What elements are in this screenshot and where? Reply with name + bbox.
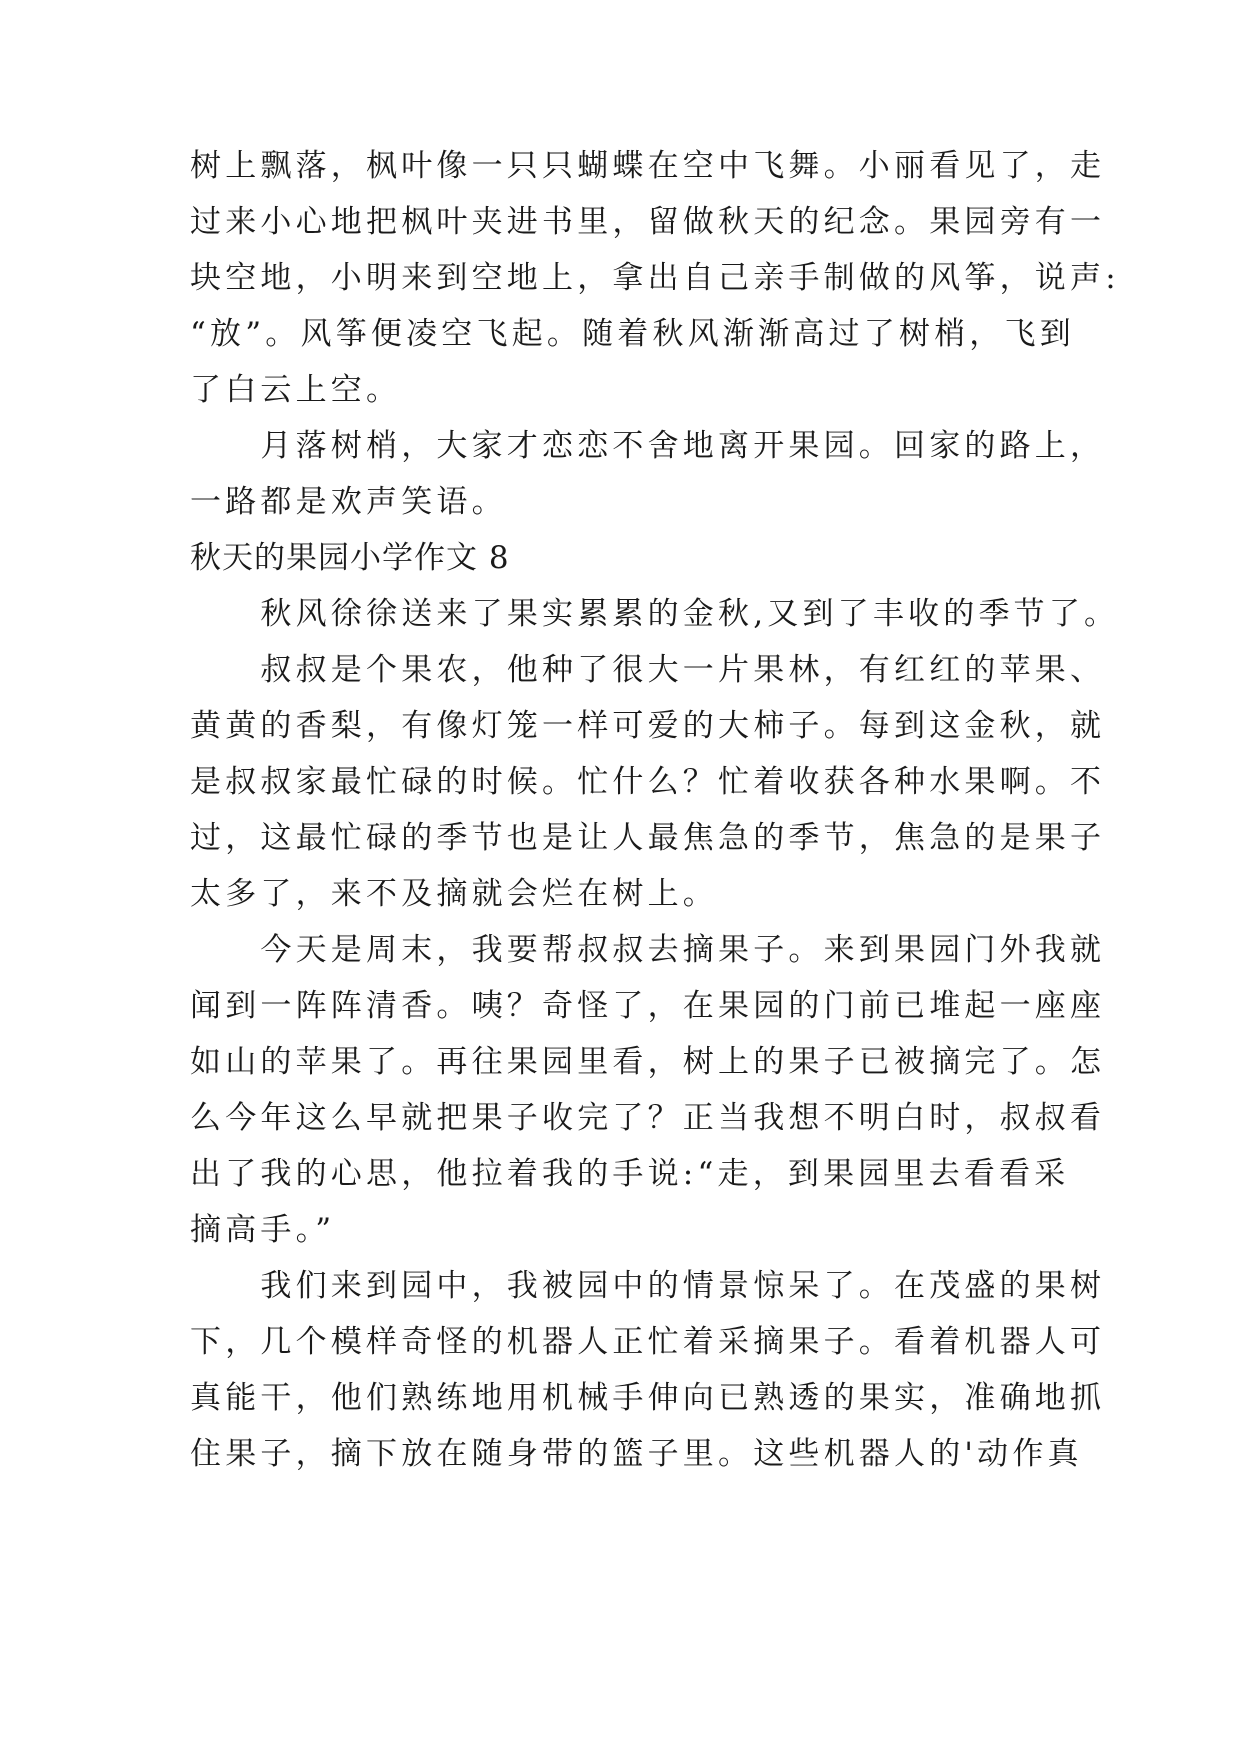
text-line: 住果子，摘下放在随身带的篮子里。这些机器人的'动作真 — [190, 1436, 1083, 1472]
paragraph-first-line: 叔叔是个果农，他种了很大一片果林，有红红的苹果、 — [190, 652, 1106, 688]
text-line: 摘高手。” — [190, 1212, 336, 1248]
text-line: 太多了，来不及摘就会烂在树上。 — [190, 876, 718, 912]
paragraph-first-line: 月落树梢，大家才恋恋不舍地离开果园。回家的路上， — [190, 428, 1106, 464]
text-line: 树上飘落，枫叶像一只只蝴蝶在空中飞舞。小丽看见了，走 — [190, 148, 1106, 184]
text-line: 一路都是欢声笑语。 — [190, 484, 507, 520]
text-line: 块空地，小明来到空地上，拿出自己亲手制做的风筝，说声: — [190, 260, 1120, 296]
text-line: 是叔叔家最忙碌的时候。忙什么？忙着收获各种水果啊。不 — [190, 764, 1106, 800]
section-heading: 秋天的果园小学作文 8 — [190, 540, 510, 576]
text-line: 下，几个模样奇怪的机器人正忙着采摘果子。看着机器人可 — [190, 1324, 1106, 1360]
text-line: “放”。风筝便凌空飞起。随着秋风渐渐高过了树梢，飞到 — [190, 316, 1075, 352]
text-line: 过来小心地把枫叶夹进书里，留做秋天的纪念。果园旁有一 — [190, 204, 1106, 240]
paragraph-first-line: 今天是周末，我要帮叔叔去摘果子。来到果园门外我就 — [190, 932, 1106, 968]
paragraph-first-line: 秋风徐徐送来了果实累累的金秋,又到了丰收的季节了。 — [190, 596, 1120, 632]
text-line: 真能干，他们熟练地用机械手伸向已熟透的果实，准确地抓 — [190, 1380, 1106, 1416]
text-line: 出了我的心思，他拉着我的手说:“走，到果园里去看看采 — [190, 1156, 1070, 1192]
text-line: 过，这最忙碌的季节也是让人最焦急的季节，焦急的是果子 — [190, 820, 1106, 856]
text-line: 黄黄的香梨，有像灯笼一样可爱的大柿子。每到这金秋，就 — [190, 708, 1106, 744]
paragraph-first-line: 我们来到园中，我被园中的情景惊呆了。在茂盛的果树 — [190, 1268, 1106, 1304]
text-line: 如山的苹果了。再往果园里看，树上的果子已被摘完了。怎 — [190, 1044, 1106, 1080]
text-line: 闻到一阵阵清香。咦？奇怪了，在果园的门前已堆起一座座 — [190, 988, 1106, 1024]
text-line: 了白云上空。 — [190, 372, 402, 408]
text-line: 么今年这么早就把果子收完了？正当我想不明白时，叔叔看 — [190, 1100, 1106, 1136]
